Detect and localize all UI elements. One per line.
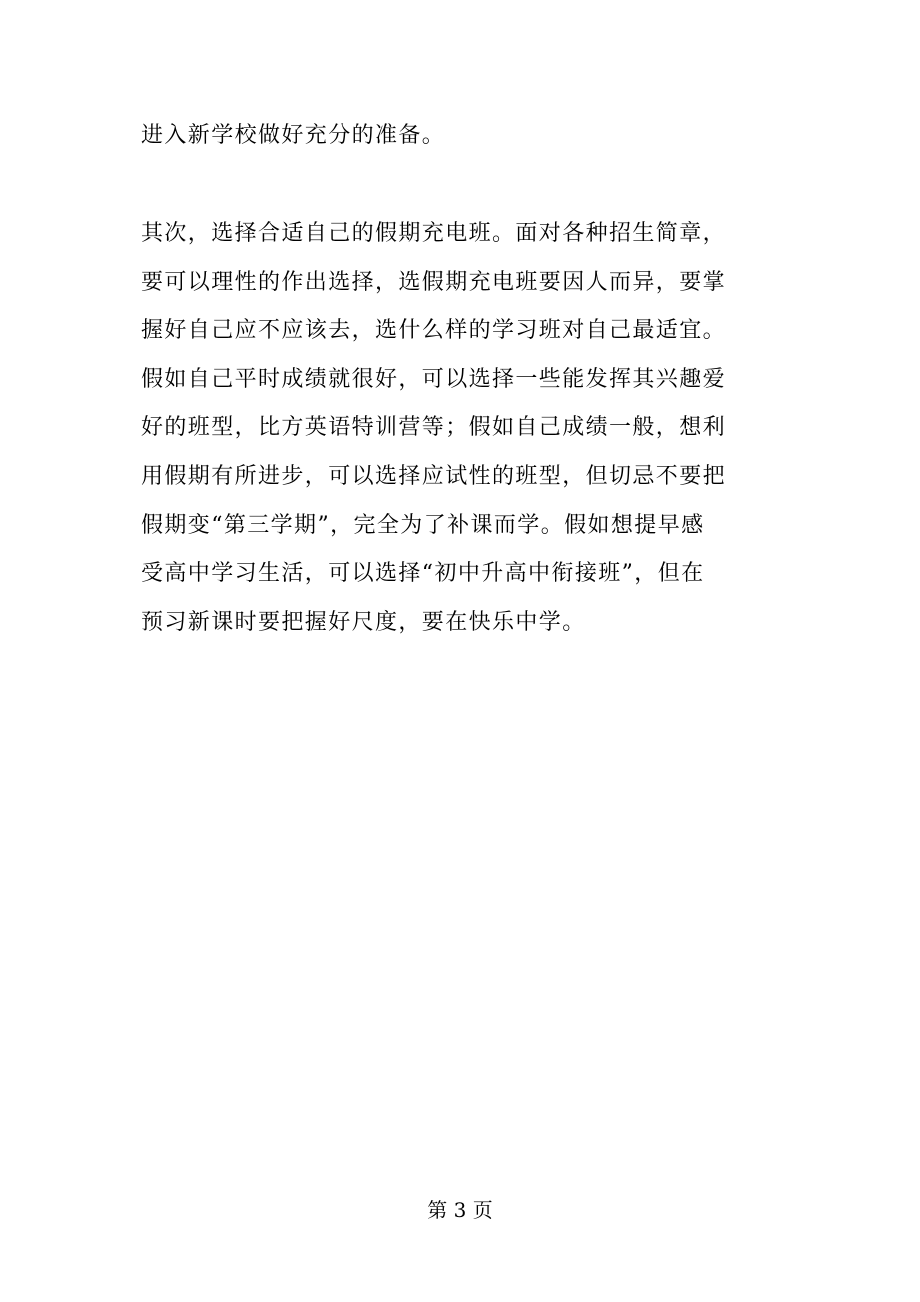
paragraph-line: 握好自己应不应该去，选什么样的学习班对自己最适宜。 — [141, 318, 727, 344]
paragraph-line: 预习新课时要把握好尺度，要在快乐中学。 — [141, 609, 586, 635]
continued-paragraph — [141, 112, 781, 161]
paragraph-line: 假如自己平时成绩就很好，可以选择一些能发挥其兴趣爱 — [141, 366, 727, 392]
paragraph-line: 用假期有所进步，可以选择应试性的班型，但切忌不要把 — [141, 463, 727, 489]
page-number-footer: 第 3 页 — [427, 1198, 493, 1222]
paragraph-choose-class — [141, 210, 781, 647]
paragraph-line: 进入新学校做好充分的准备。 — [141, 123, 446, 148]
paragraph-line: 假期变“第三学期”，完全为了补课而学。假如想提早感 — [141, 512, 705, 538]
paragraph-line: 受高中学习生活，可以选择“初中升高中衔接班”，但在 — [141, 561, 705, 587]
paragraph-line: 其次，选择合适自己的假期充电班。面对各种招生简章， — [141, 221, 727, 246]
paragraph-line: 好的班型，比方英语特训营等；假如自己成绩一般，想利 — [141, 415, 727, 441]
paragraph-line: 要可以理性的作出选择，选假期充电班要因人而异，要掌 — [141, 269, 727, 295]
